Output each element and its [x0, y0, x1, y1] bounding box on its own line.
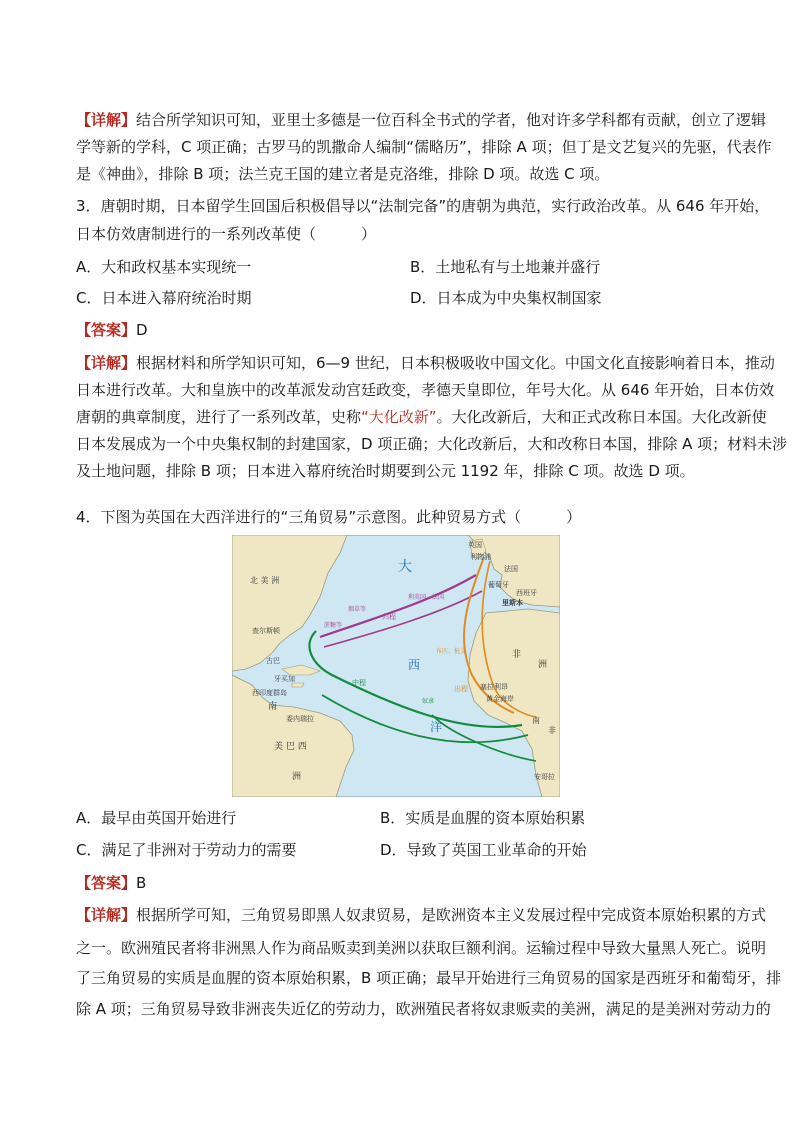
ocean-label: 大	[398, 559, 412, 575]
place-label: 西印度群岛	[252, 689, 287, 697]
place-label: 塞拉利昂	[480, 683, 508, 691]
region-label: 洲	[538, 660, 548, 670]
answer-tag: 【答案】	[76, 321, 137, 339]
place-label: 葡萄牙	[488, 581, 509, 589]
answer-value: D	[136, 321, 148, 339]
highlight-term: “大化改新”	[361, 408, 437, 426]
place-label: 委内瑞拉	[286, 715, 314, 723]
route-label: 归程	[382, 613, 396, 621]
route-label: 中程	[352, 679, 366, 687]
q3-answer	[76, 320, 148, 340]
place-label: 黄金海岸	[486, 695, 514, 703]
place-label: 牙买加	[274, 675, 295, 683]
q4-explain-text: 根据所学可知，三角贸易即黑人奴隶贸易，是欧洲资本主义发展过程中完成资本原始积累的方式	[136, 906, 767, 924]
q3-explain-text: 。大化改新后，大和正式改称日本国。大化改新使	[436, 408, 767, 426]
place-label: 法国	[504, 565, 518, 573]
explain-tag: 【详解】	[76, 354, 137, 372]
q3-stem-line-1: 3．唐朝时期，日本留学生回国后积极倡导以“法制完备”的唐朝为典范，实行政治改革。从 646 年开始，	[76, 197, 770, 215]
q3-explain-text: 唐朝的典章制度，进行了一系列改革，史称	[76, 408, 362, 426]
q3-option-a[interactable]: A．大和政权基本实现统一	[76, 258, 252, 276]
goods-label: 利英国、法国	[408, 594, 445, 601]
q3-option-c[interactable]: C．日本进入幕府统治时期	[76, 289, 252, 307]
place-label: 英国	[468, 541, 482, 549]
q3-explain-line-5: 及土地问题，排除 B 项；日本进入幕府统治时期要到公元 1192 年，排除 C 项。故选 D 项。	[76, 462, 695, 480]
answer-tag: 【答案】	[76, 874, 137, 892]
q2-explain-line-2: 学等新的学科，C 项正确；古罗马的凯撒命人编制“儒略历”，排除 A 项；但丁是文艺复兴的先驱，代表作	[76, 138, 772, 156]
q4-answer	[76, 873, 146, 893]
place-label: 安哥拉	[534, 773, 555, 781]
goods-label: 烟草等	[348, 606, 367, 613]
region-label: 北 美 洲	[250, 576, 280, 585]
q4-option-d[interactable]: D．导致了英国工业革命的开始	[380, 841, 587, 859]
q2-explain-line-1	[76, 110, 766, 130]
place-label: 查尔斯顿	[252, 627, 280, 635]
q4-explain-line-4: 除 A 项；三角贸易导致非洲丧失近亿的劳动力，欧洲殖民者将奴隶贩卖的美洲，满足的是美洲对劳动力的	[76, 1000, 771, 1018]
q3-explain-line-4: 日本发展成为一个中央集权制的封建国家，D 项正确；大化改新后，大和改称日本国，排除 A 项；材料未涉	[76, 435, 788, 453]
region-label: 非	[548, 726, 556, 735]
place-label: 利物浦	[470, 553, 491, 561]
q2-explain-line-3: 是《神曲》，排除 B 项；法兰克王国的建立者是克洛维，排除 D 项。故选 C 项。	[76, 165, 610, 183]
q3-explain-line-3	[76, 407, 767, 427]
q4-option-a[interactable]: A．最早由英国开始进行	[76, 809, 237, 827]
explain-tag: 【详解】	[76, 111, 137, 129]
q3-explain-line-2: 日本进行改革。大和皇族中的改革派发动宫廷政变，孝德天皇即位，年号大化。从 646 年开始，日本仿效	[76, 381, 775, 399]
ocean-label: 西	[408, 658, 421, 672]
q3-option-b[interactable]: B．土地私有与土地兼并盛行	[410, 258, 601, 276]
q4-explain-line-1	[76, 905, 766, 925]
q4-explain-line-3: 了三角贸易的实质是血腥的资本原始积累，B 项正确；最早开始进行三角贸易的国家是西班牙和葡萄牙，排	[76, 969, 782, 987]
region-label: 美 巴 西	[274, 742, 307, 752]
goods-label: 奴隶	[422, 698, 435, 705]
region-label: 南	[268, 702, 278, 712]
answer-value: B	[136, 874, 147, 892]
q3-explain-line-1	[76, 353, 775, 373]
q4-option-b[interactable]: B．实质是血腥的资本原始积累	[380, 809, 586, 827]
place-label: 古巴	[266, 657, 280, 665]
q3-option-d[interactable]: D．日本成为中央集权制国家	[410, 289, 602, 307]
goods-label: 布匹、枪支	[436, 648, 467, 655]
triangle-trade-map	[232, 535, 560, 797]
route-label: 出程	[454, 685, 468, 693]
place-label: 西班牙	[516, 589, 537, 597]
jamaica-island	[292, 683, 304, 687]
q3-explain-text: 根据材料和所学知识可知，6—9 世纪，日本积极吸收中国文化。中国文化直接影响着日本，推动	[136, 354, 775, 372]
q3-stem-line-2: 日本仿效唐制进行的一系列改革使（ ）	[76, 225, 377, 243]
goods-label: 蔗糖等	[324, 622, 343, 629]
q4-option-c[interactable]: C．满足了非洲对于劳动力的需要	[76, 841, 297, 859]
place-label: 里斯本	[502, 599, 523, 607]
q2-explain-text: 结合所学知识可知，亚里士多德是一位百科全书式的学者，他对许多学科都有贡献，创立了逻辑	[136, 111, 767, 129]
region-label: 南	[532, 716, 540, 725]
q4-explain-line-2: 之一。欧洲殖民者将非洲黑人作为商品贩卖到美洲以获取巨额利润。运输过程中导致大量黑人死亡。说明	[76, 939, 767, 957]
region-label: 非	[512, 650, 522, 660]
region-label: 洲	[292, 772, 302, 782]
explain-tag: 【详解】	[76, 906, 137, 924]
ocean-label: 洋	[430, 720, 443, 734]
q4-stem: 4．下图为英国在大西洋进行的“三角贸易”示意图。此种贸易方式（ ）	[76, 508, 582, 526]
